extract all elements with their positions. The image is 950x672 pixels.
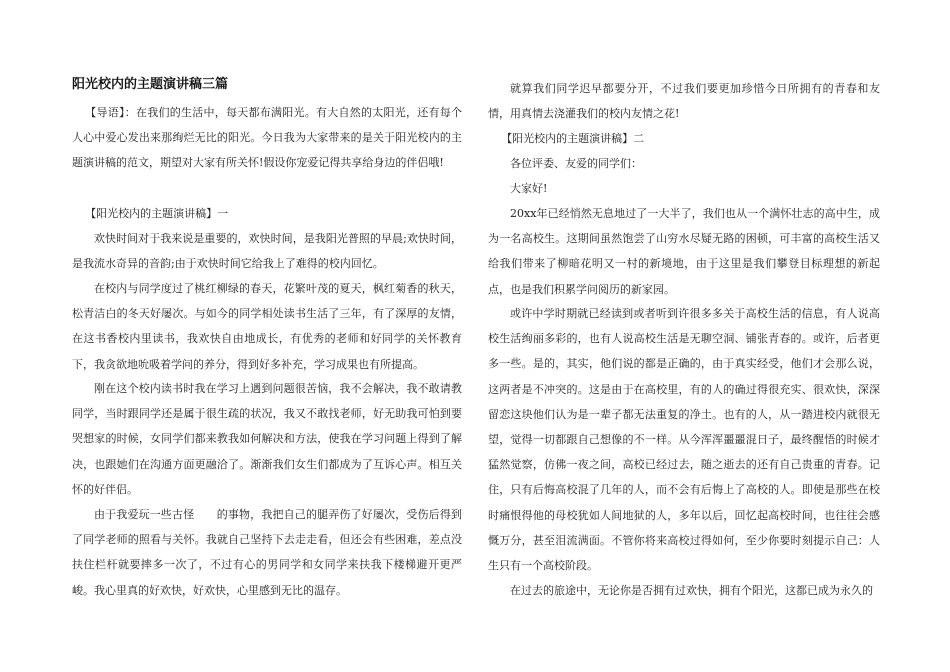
intro-paragraph: 【导语】：在我们的生活中，每天都布满阳光。有大自然的太阳光，还有每个人心中爱心发出来那绚烂无比的阳光。今日我为大家带来的是关于阳光校内的主题演讲稿的范文，期望对大家有所关怀!假设你宠爱记得共享给身边的伴侣哦!: [72, 106, 462, 170]
paragraph: 在校内与同学度过了桃红柳绿的春天，花繁叶茂的夏天，枫红菊香的秋天，松青洁白的冬天好屡次。与如今的同学相处读书生活了三年，有了深厚的友情，在这书香校内里读书，我欢快自由地成长，有优秀的老师和好同学的关怀教育下，我贪欲地吮吸着学问的养分，得到好多补充，学习成果也有所提高。: [72, 282, 462, 371]
document-title: 阳光校内的主题演讲稿三篇: [72, 77, 229, 92]
paragraph: 欢快时间对于我来说是重要的，欢快时间，是我阳光普照的早晨;欢快时间，是我流水奇异的音韵;由于欢快时间它给我上了难得的校内回忆。: [72, 232, 462, 271]
paragraph: 或许中学时期就已经读到或者听到许很多多关于高校生活的信息，有人说高校生活绚丽多彩的，也有人说高校生活是无聊空洞、铺张青春的。或许，后者更多一些。是的，其实，他们说的都是正确的，由于真实经受，他们才会那么说，这两者是不冲突的。这是由于在高校里，有的人的确过得很充实、很欢快，深深留恋这块他们认为是一辈子都无法重复的净土。也有的人，从一踏进校内就很无望，觉得一切都跟自己想像的不一样。从今浑浑噩噩混日子，最终醒悟的时候才猛然觉察，仿佛一夜之间，高校已经过去，随之逝去的还有自己贵重的青春。记住，只有后悔高校混了几年的人，而不会有后悔上了高校的人。即使是那些在校时痛恨得他的母校犹如人间地狱的人，多年以后，回忆起高校时间，也往往会感慨万分，甚至泪流满面。不管你将来高校过得如何，至少你要时刻提示自己：人生只有一个高校阶段。: [488, 307, 880, 573]
section-one-heading: 【阳光校内的主题演讲稿】一: [85, 207, 229, 220]
paragraph: 由于我爱玩一些古怪 的事物，我把自己的腿弄伤了好屡次，受伤后得到了同学老师的照看与关怀。我就自己坚持下去走走看，但还会有些困难，差点没扶住栏杆就要摔多一次了，不过有心的男同学和女同学来扶我下楼梯避开更严峻。我心里真的好欢快，好欢快，心里感到无比的温存。: [72, 508, 462, 597]
section-two-heading: 【阳光校内的主题演讲稿】二: [501, 132, 645, 145]
greeting: 大家好!: [510, 182, 548, 195]
paragraph: 在过去的旅途中，无论你是否拥有过欢快，拥有个阳光，这都已成为永久的: [510, 584, 873, 597]
paragraph: 就算我们同学迟早都要分开，不过我们要更加珍惜今日所拥有的青春和友情，用真情去浇灌我们的校内友情之花!: [488, 82, 880, 121]
paragraph: 刚在这个校内读书时我在学习上遇到问题很苦恼，我不会解决，我不敢请教同学，当时跟同学还是属于很生疏的状况，我又不敢找老师，好无助我可怕到要哭想家的时候，女同学们都来教我如何解决和方法，使我在学习问题上得到了解决，也跟她们在沟通方面更融洽了。渐渐我们女生们都成为了互诉心声。相互关怀的好伴侣。: [72, 382, 462, 496]
paragraph: 20xx年已经悄然无息地过了一大半了，我们也从一个满怀壮志的高中生，成为一名高校生。这期间虽然饱尝了山穷水尽疑无路的困顿，可丰富的高校生活又给我们带来了柳暗花明又一村的新境地，由于这里是我们攀登目标理想的新起点，也是我们积累学问阅历的新家园。: [488, 207, 880, 296]
salutation: 各位评委、友爱的同学们：: [510, 157, 642, 170]
